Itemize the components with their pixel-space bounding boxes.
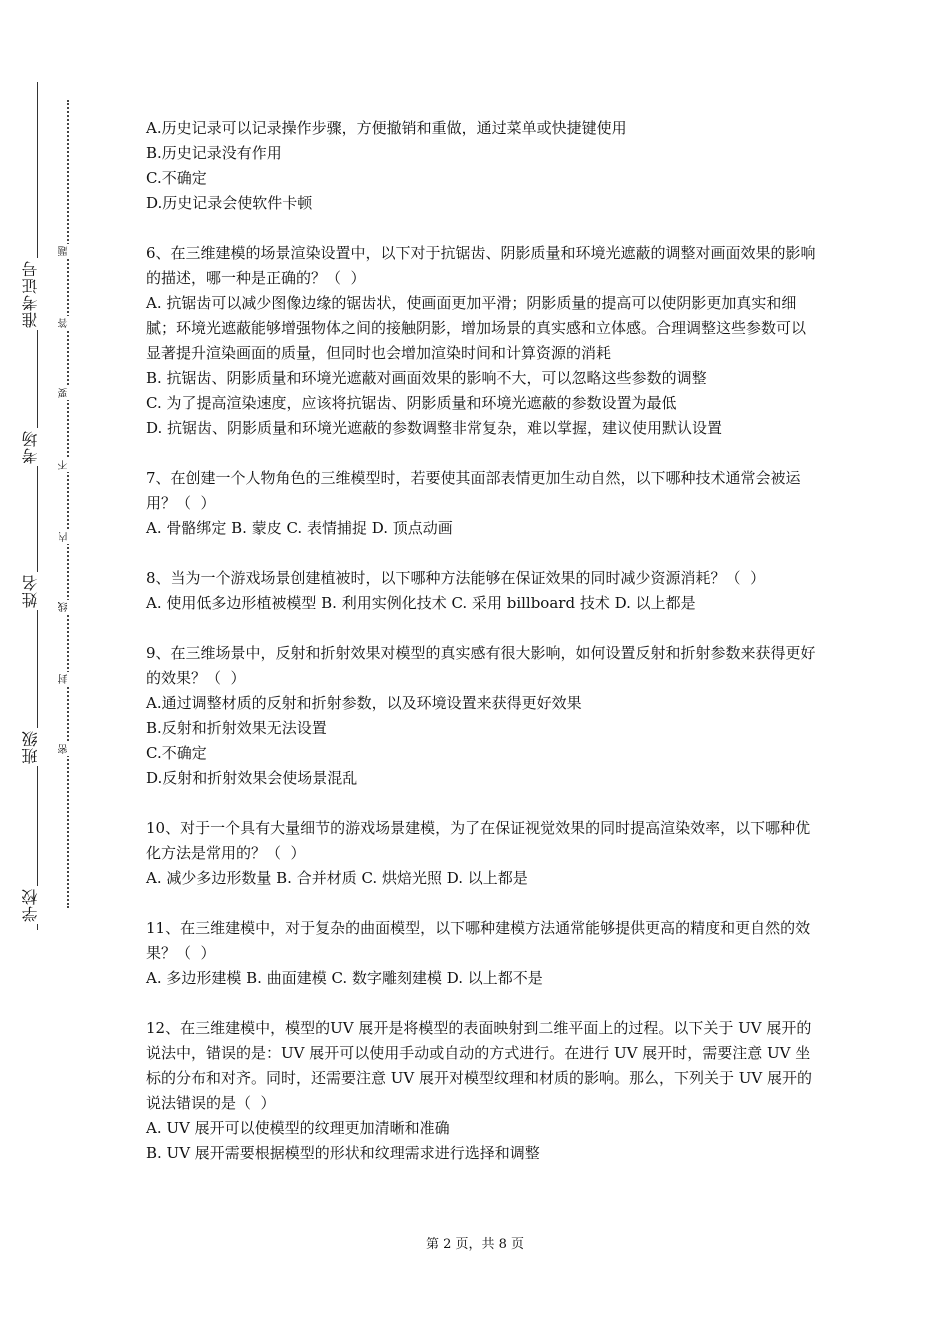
- label-class: 班级: [22, 728, 52, 766]
- question-10: [146, 816, 816, 891]
- option-c: C.不确定: [146, 169, 207, 187]
- seal-char: 答: [59, 316, 75, 330]
- question-7: [146, 466, 816, 541]
- label-exam-room: 考场: [22, 428, 52, 466]
- binding-margin: [0, 0, 100, 1344]
- option-a: A. UV 展开可以使模型的纹理更加清晰和准确: [146, 1119, 450, 1137]
- question-list: [146, 116, 816, 1191]
- question-stem: 6、在三维建模的场景渲染设置中，以下对于抗锯齿、阴影质量和环境光遮蔽的调整对画面效果的影响的描述，哪一种是正确的？（ ）: [146, 244, 816, 287]
- question-stem: 8、当为一个游戏场景创建植被时，以下哪种方法能够在保证效果的同时减少资源消耗？（ ）: [146, 569, 766, 587]
- label-school: 学校: [22, 886, 52, 924]
- option-b: B.反射和折射效果无法设置: [146, 719, 327, 737]
- option-a: A.历史记录可以记录操作步骤，方便撤销和重做，通过菜单或快捷键使用: [146, 119, 627, 137]
- seal-char: 封: [59, 672, 75, 686]
- question-stem: 9、在三维场景中，反射和折射效果对模型的真实感有很大影响，如何设置反射和折射参数来获得更好的效果？（ ）: [146, 644, 816, 687]
- option-b: B.历史记录没有作用: [146, 144, 282, 162]
- question-8: [146, 566, 816, 616]
- seal-char: 内: [59, 530, 75, 544]
- seal-char: 不: [59, 458, 75, 472]
- option-d: D.反射和折射效果会使场景混乱: [146, 769, 358, 787]
- option-b: B. UV 展开需要根据模型的形状和纹理需求进行选择和调整: [146, 1144, 540, 1162]
- question-stem: 10、对于一个具有大量细节的游戏场景建模，为了在保证视觉效果的同时提高渲染效率，以下哪种优化方法是常用的？（ ）: [146, 819, 811, 862]
- option-c: C.不确定: [146, 744, 207, 762]
- label-name: 姓名: [22, 572, 52, 610]
- option-d: D.历史记录会使软件卡顿: [146, 194, 313, 212]
- option-a: A.通过调整材质的反射和折射参数，以及环境设置来获得更好效果: [146, 694, 582, 712]
- question-6: [146, 241, 816, 441]
- label-exam-number: 准考证号: [22, 258, 52, 330]
- margin-dotted-line: [67, 100, 69, 908]
- seal-char: 题: [59, 244, 75, 258]
- question-11: [146, 916, 816, 991]
- seal-char: 要: [59, 386, 75, 400]
- question-12: [146, 1016, 816, 1166]
- question-9: [146, 641, 816, 791]
- option-a: A. 抗锯齿可以减少图像边缘的锯齿状，使画面更加平滑；阴影质量的提高可以使阴影更加真实和细腻；环境光遮蔽能够增强物体之间的接触阴影，增加场景的真实感和立体感。合理调整这些参数可以显著提升渲染画面的质量，但同时也会增加渲染时间和计算资源的消耗: [146, 294, 807, 362]
- option-b: B. 抗锯齿、阴影质量和环境光遮蔽对画面效果的影响不大，可以忽略这些参数的调整: [146, 369, 707, 387]
- question-stem: 11、在三维建模中，对于复杂的曲面模型，以下哪种建模方法通常能够提供更高的精度和更自然的效果？（ ）: [146, 919, 811, 962]
- question-5-options: [146, 116, 816, 216]
- question-stem: 7、在创建一个人物角色的三维模型时，若要使其面部表情更加生动自然，以下哪种技术通常会被运用？（ ）: [146, 469, 801, 512]
- question-stem: 12、在三维建模中，模型的UV 展开是将模型的表面映射到二维平面上的过程。以下关于 UV 展开的说法中，错误的是：UV 展开可以使用手动或自动的方式进行。在进行 UV 展开时，需要注意 UV 坐标的分布和对齐。同时，还需要注意 UV 展开对模型纹理和材质的影响。那么，下列关于 UV 展开的说法错误的是（ ）: [146, 1019, 813, 1112]
- margin-solid-line: [37, 82, 38, 930]
- options-line: A. 骨骼绑定 B. 蒙皮 C. 表情捕捉 D. 顶点动画: [146, 519, 453, 537]
- page-footer: 第 2 页，共 8 页: [425, 1237, 525, 1252]
- seal-char: 密: [59, 742, 75, 756]
- option-c: C. 为了提高渲染速度，应该将抗锯齿、阴影质量和环境光遮蔽的参数设置为最低: [146, 394, 677, 412]
- options-line: A. 使用低多边形植被模型 B. 利用实例化技术 C. 采用 billboard 技术 D. 以上都是: [146, 594, 696, 612]
- options-line: A. 多边形建模 B. 曲面建模 C. 数字雕刻建模 D. 以上都不是: [146, 969, 543, 987]
- seal-char: 线: [59, 600, 75, 614]
- option-d: D. 抗锯齿、阴影质量和环境光遮蔽的参数调整非常复杂，难以掌握，建议使用默认设置: [146, 419, 723, 437]
- options-line: A. 减少多边形数量 B. 合并材质 C. 烘焙光照 D. 以上都是: [146, 869, 528, 887]
